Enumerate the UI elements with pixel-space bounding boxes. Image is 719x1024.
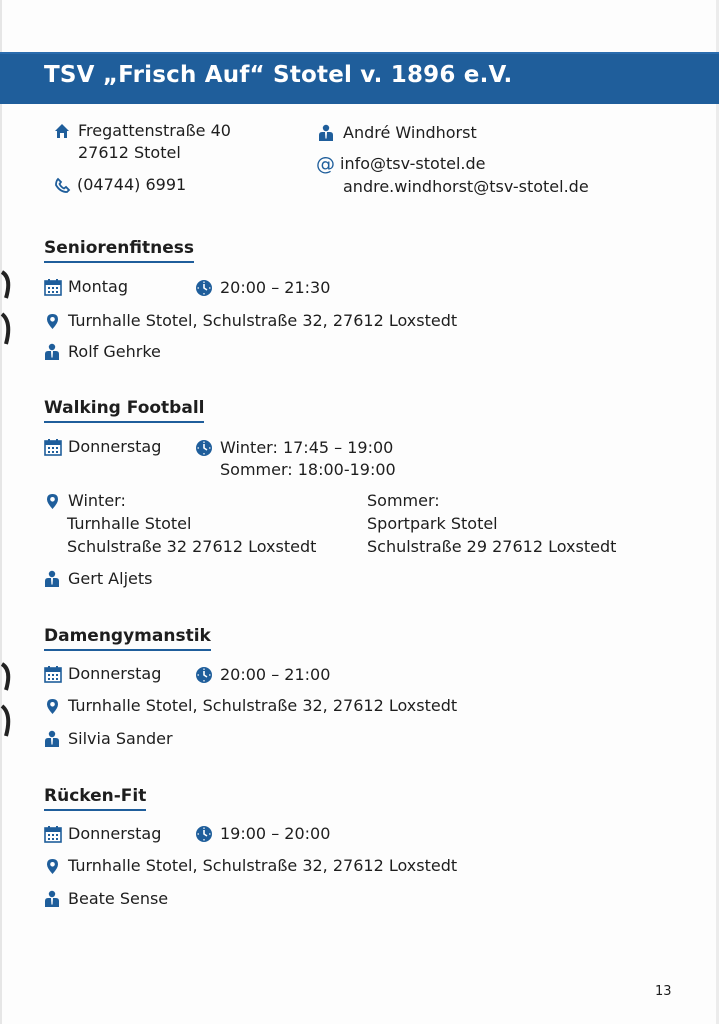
schedule-row bbox=[44, 663, 161, 685]
trainer-row bbox=[44, 341, 161, 363]
location-winter-address: Schulstraße 32 27612 Loxstedt bbox=[67, 537, 317, 556]
location-row bbox=[46, 695, 457, 717]
schedule-row bbox=[44, 276, 128, 298]
schedule-time-summer: Sommer: 18:00-19:00 bbox=[220, 460, 396, 479]
location-row bbox=[46, 310, 457, 332]
location-summer-name-row bbox=[367, 513, 498, 535]
location-pin-icon bbox=[46, 493, 59, 510]
clock-icon bbox=[195, 825, 213, 843]
person-icon bbox=[44, 343, 60, 361]
page-number: 13 bbox=[655, 984, 672, 999]
schedule-day: Montag bbox=[68, 277, 128, 296]
trainer-name: Gert Aljets bbox=[68, 569, 153, 588]
location-text: Turnhalle Stotel, Schulstraße 32, 27612 Loxstedt bbox=[68, 696, 458, 715]
location-winter-name-row bbox=[67, 513, 191, 535]
contact-email-row bbox=[316, 153, 485, 175]
trainer-row bbox=[44, 888, 168, 910]
location-pin-icon bbox=[46, 858, 59, 875]
contact-street: Fregattenstraße 40 bbox=[78, 121, 231, 140]
schedule-day: Donnerstag bbox=[68, 664, 162, 683]
time-row bbox=[195, 437, 393, 459]
schedule-row bbox=[44, 823, 161, 845]
phone-icon bbox=[54, 177, 71, 194]
clock-icon bbox=[195, 439, 213, 457]
time-row-summer bbox=[220, 459, 396, 481]
clock-icon bbox=[195, 666, 213, 684]
contact-email-2[interactable]: andre.windhorst@tsv-stotel.de bbox=[343, 177, 589, 196]
time-row bbox=[195, 277, 330, 299]
time-row bbox=[195, 823, 330, 845]
person-icon bbox=[318, 124, 334, 142]
time-row bbox=[195, 664, 330, 686]
calendar-icon bbox=[44, 665, 62, 683]
schedule-day: Donnerstag bbox=[68, 824, 162, 843]
header-bar bbox=[0, 52, 719, 104]
location-summer-address-row bbox=[367, 536, 616, 558]
contact-phone[interactable]: (04744) 6991 bbox=[77, 175, 187, 194]
schedule-row bbox=[44, 436, 161, 458]
location-winter-label: Winter: bbox=[68, 491, 126, 510]
location-pin-icon bbox=[46, 698, 59, 715]
binding-ring bbox=[0, 660, 14, 740]
calendar-icon bbox=[44, 438, 62, 456]
location-winter-name: Turnhalle Stotel bbox=[67, 514, 192, 533]
section-title-walking-football: Walking Football bbox=[44, 398, 204, 423]
contact-person: André Windhorst bbox=[343, 123, 477, 142]
contact-city-row bbox=[78, 142, 181, 164]
section-title-damengymanstik: Damengymanstik bbox=[44, 626, 211, 651]
location-row bbox=[46, 855, 457, 877]
section-title-seniorenfitness: Seniorenfitness bbox=[44, 238, 194, 263]
location-winter-address-row bbox=[67, 536, 316, 558]
trainer-name: Silvia Sander bbox=[68, 729, 173, 748]
schedule-time: 19:00 – 20:00 bbox=[220, 824, 331, 843]
section-title-ruecken-fit: Rücken-Fit bbox=[44, 786, 146, 811]
schedule-time: 20:00 – 21:00 bbox=[220, 665, 331, 684]
contact-phone-row bbox=[54, 174, 186, 196]
trainer-row bbox=[44, 728, 173, 750]
contact-address bbox=[54, 120, 231, 142]
home-icon bbox=[54, 123, 70, 139]
location-summer-label: Sommer: bbox=[367, 491, 440, 510]
schedule-day: Donnerstag bbox=[68, 437, 162, 456]
page-edge bbox=[0, 0, 2, 1024]
trainer-name: Beate Sense bbox=[68, 889, 169, 908]
contact-email-2-row bbox=[343, 176, 589, 198]
person-icon bbox=[44, 730, 60, 748]
location-summer-label-row bbox=[367, 490, 440, 512]
trainer-name: Rolf Gehrke bbox=[68, 342, 161, 361]
trainer-row bbox=[44, 568, 152, 590]
page-title: TSV „Frisch Auf“ Stotel v. 1896 e.V. bbox=[44, 62, 513, 88]
contact-city: 27612 Stotel bbox=[78, 143, 181, 162]
contact-email-1[interactable]: info@tsv-stotel.de bbox=[340, 154, 486, 173]
location-pin-icon bbox=[46, 313, 59, 330]
clock-icon bbox=[195, 279, 213, 297]
location-summer-address: Schulstraße 29 27612 Loxstedt bbox=[367, 537, 617, 556]
location-summer-name: Sportpark Stotel bbox=[367, 514, 498, 533]
person-icon bbox=[44, 890, 60, 908]
schedule-time-winter: Winter: 17:45 – 19:00 bbox=[220, 438, 394, 457]
person-icon bbox=[44, 570, 60, 588]
schedule-time: 20:00 – 21:30 bbox=[220, 278, 331, 297]
location-text: Turnhalle Stotel, Schulstraße 32, 27612 Loxstedt bbox=[68, 311, 458, 330]
calendar-icon bbox=[44, 825, 62, 843]
binding-ring bbox=[0, 268, 14, 348]
location-text: Turnhalle Stotel, Schulstraße 32, 27612 Loxstedt bbox=[68, 856, 458, 875]
location-winter-row bbox=[46, 490, 126, 512]
calendar-icon bbox=[44, 278, 62, 296]
contact-person-row bbox=[318, 122, 477, 144]
at-icon: @ bbox=[316, 153, 335, 175]
